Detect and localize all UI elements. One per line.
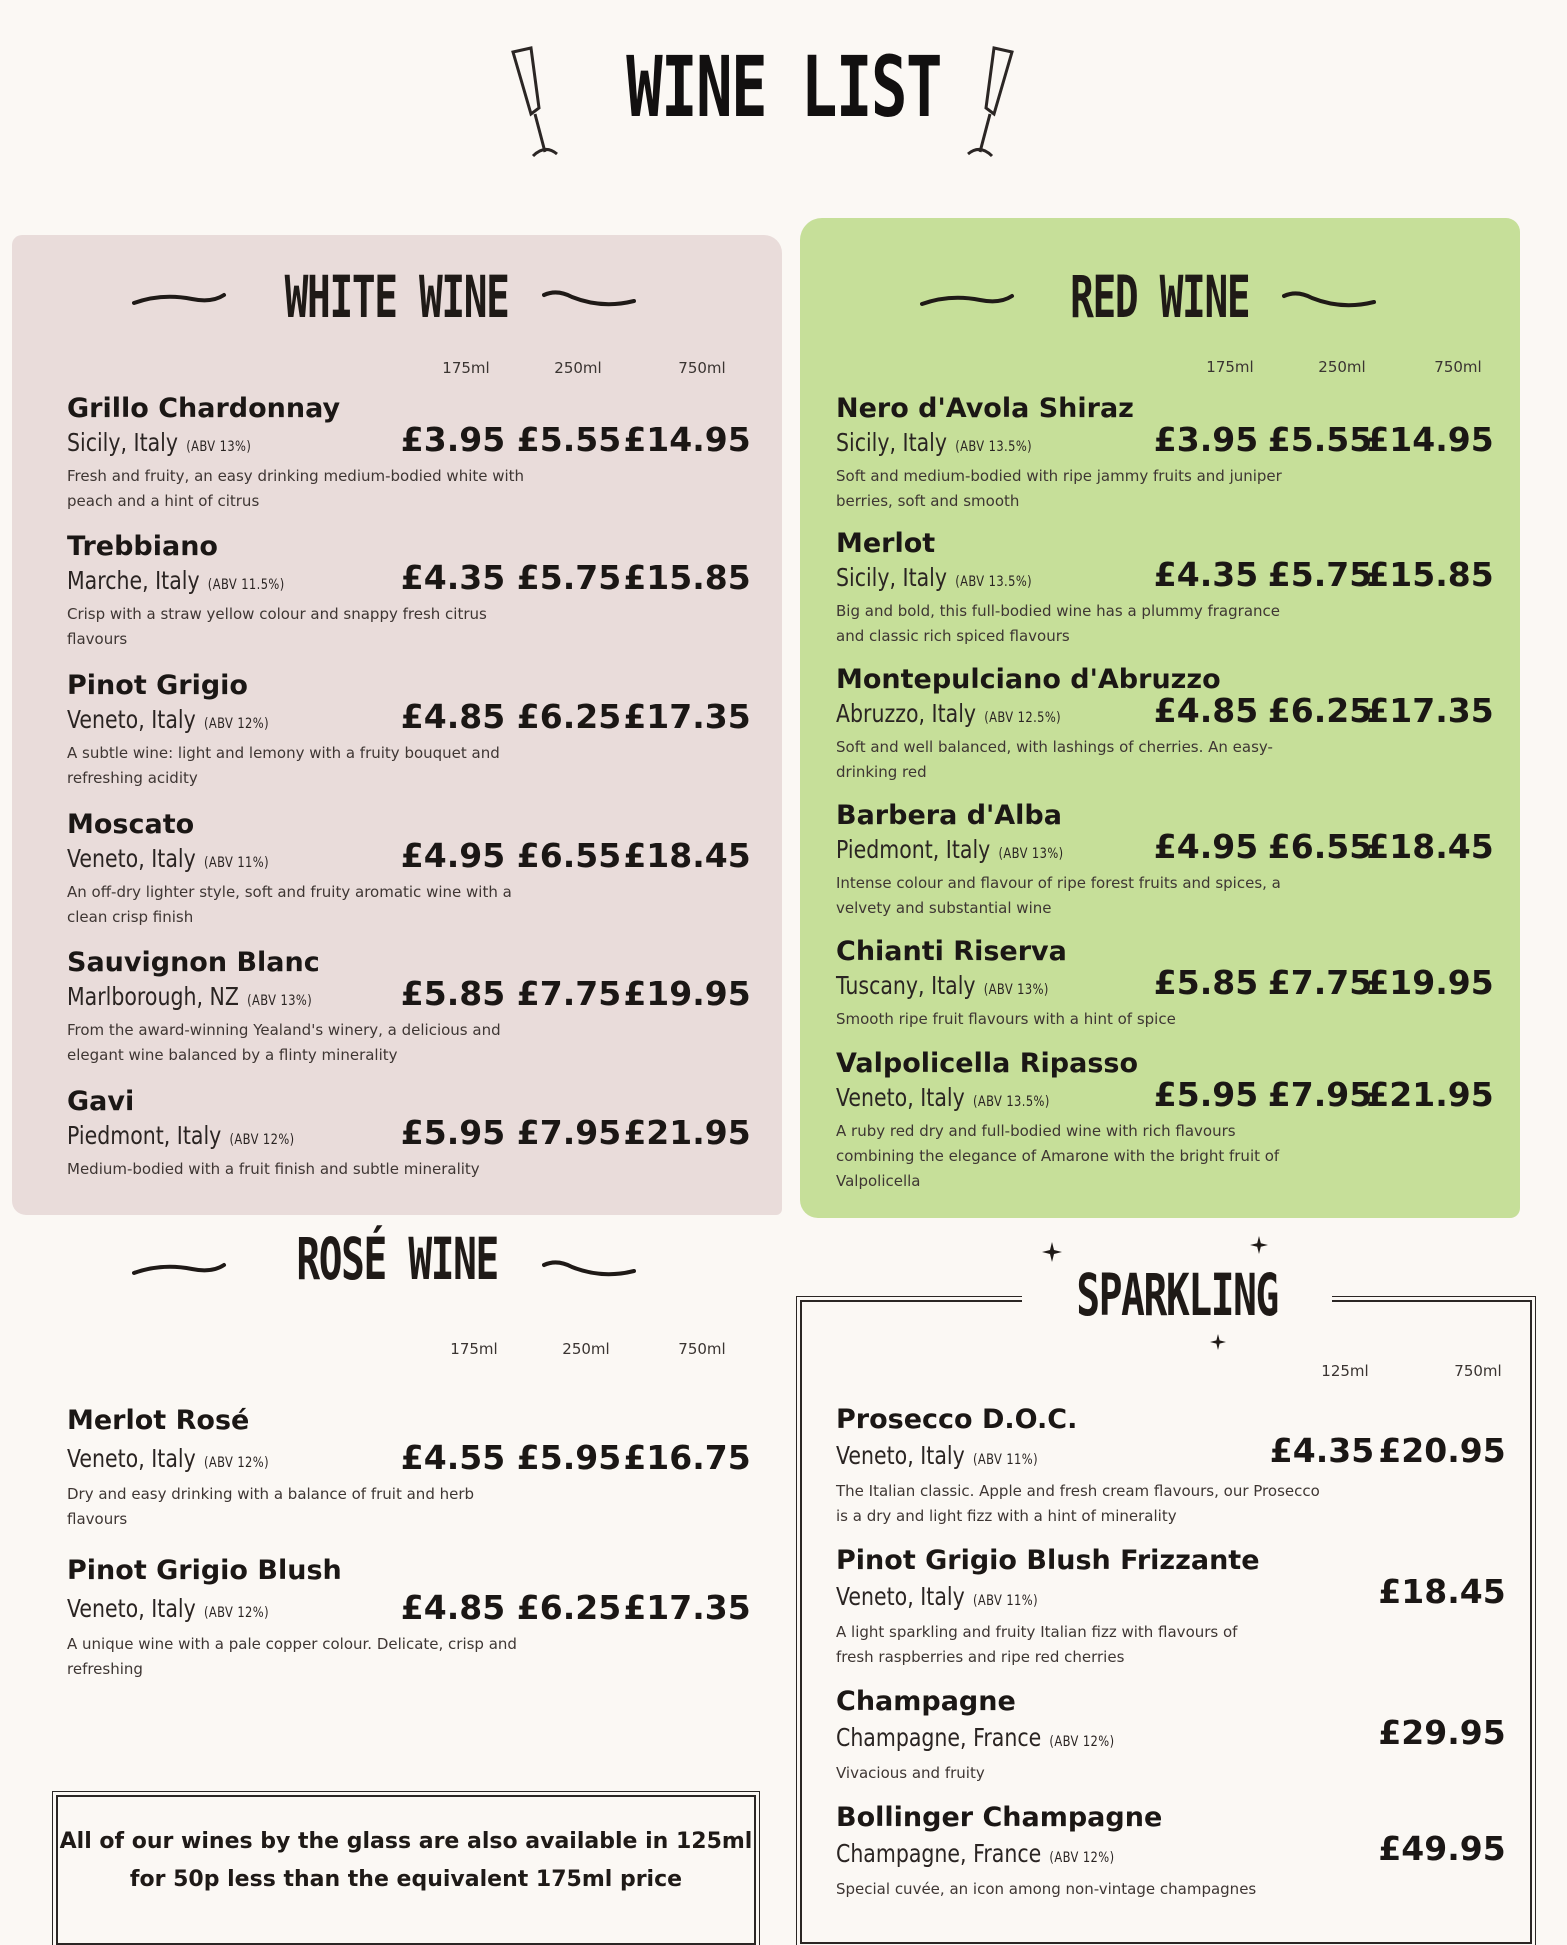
- wine-abv: (ABV 12%): [203, 716, 269, 732]
- price: £5.95: [1153, 1075, 1259, 1114]
- size-label: 750ml: [678, 1340, 726, 1358]
- wine-origin: Champagne, France (ABV 12%): [836, 1723, 1115, 1752]
- wine-name: Pinot Grigio Blush: [67, 1555, 342, 1586]
- wine-origin: Veneto, Italy (ABV 13.5%): [836, 1083, 1050, 1112]
- wine-abv: (ABV 13%): [998, 846, 1064, 862]
- wine-origin: Marlborough, NZ (ABV 13%): [67, 982, 313, 1011]
- swash-ornament-icon: [542, 1255, 637, 1281]
- red-wine-section: [800, 218, 1520, 1218]
- price: £14.95: [623, 420, 751, 459]
- price: £4.95: [1153, 827, 1259, 866]
- wine-item: [67, 1555, 767, 1682]
- champagne-glass-icon: [960, 44, 1020, 164]
- glass-size-note: [56, 1795, 756, 1945]
- wine-name: Prosecco D.O.C.: [836, 1404, 1078, 1435]
- wine-origin: Sicily, Italy (ABV 13.5%): [836, 428, 1033, 457]
- wine-abv: (ABV 12%): [229, 1132, 295, 1148]
- wine-item: [836, 936, 1536, 1032]
- swash-ornament-icon: [542, 285, 637, 311]
- price: £5.95: [516, 1438, 622, 1477]
- wine-description: Big and bold, this full-bodied wine has a plummy fragrance and classic rich spiced flavours: [836, 602, 1280, 645]
- wine-item: [836, 393, 1536, 514]
- swash-ornament-icon: [132, 285, 227, 311]
- wine-abv: (ABV 12%): [1049, 1734, 1115, 1750]
- wine-description: Smooth ripe fruit flavours with a hint of spice: [836, 1010, 1176, 1028]
- price: £7.75: [1267, 963, 1373, 1002]
- wine-abv: (ABV 13%): [247, 993, 313, 1009]
- price: £29.95: [1378, 1713, 1506, 1752]
- swash-ornament-icon: [132, 1255, 227, 1281]
- wine-name: Bollinger Champagne: [836, 1802, 1163, 1833]
- wine-item: [836, 664, 1536, 785]
- wine-name: Pinot Grigio Blush Frizzante: [836, 1545, 1260, 1576]
- champagne-glass-icon: [505, 44, 565, 164]
- wine-item: [836, 1802, 1536, 1902]
- price: £15.85: [623, 558, 751, 597]
- price: £4.35: [1153, 555, 1259, 594]
- wine-origin: Sicily, Italy (ABV 13%): [67, 428, 252, 457]
- wine-origin: Marche, Italy (ABV 11.5%): [67, 566, 285, 595]
- price: £6.25: [516, 697, 622, 736]
- wine-origin: Veneto, Italy (ABV 11%): [836, 1441, 1038, 1470]
- price: £14.95: [1366, 420, 1494, 459]
- price: £3.95: [1153, 420, 1259, 459]
- wine-item: [836, 1686, 1536, 1786]
- price: £5.75: [1267, 555, 1373, 594]
- price: £4.85: [400, 1588, 506, 1627]
- price: £4.55: [400, 1438, 506, 1477]
- sparkle-star-icon: [1042, 1242, 1062, 1262]
- price: £7.95: [1267, 1075, 1373, 1114]
- size-label: 250ml: [554, 359, 602, 377]
- wine-description: Medium-bodied with a fruit finish and subtle minerality: [67, 1160, 480, 1178]
- wine-abv: (ABV 13.5%): [955, 574, 1033, 590]
- wine-item: [67, 393, 767, 514]
- price: £4.35: [400, 558, 506, 597]
- wine-name: Valpolicella Ripasso: [836, 1048, 1139, 1079]
- price: £4.95: [400, 836, 506, 875]
- price: £17.35: [623, 697, 751, 736]
- wine-description: Intense colour and flavour of ripe forest fruits and spices, a velvety and substantial wine: [836, 874, 1281, 917]
- wine-origin: Veneto, Italy (ABV 12%): [67, 1444, 269, 1473]
- price: £5.85: [1153, 963, 1259, 1002]
- rose-wine-header: [12, 1225, 782, 1293]
- price: £6.55: [1267, 827, 1373, 866]
- wine-description: Soft and medium-bodied with ripe jammy fruits and juniper berries, soft and smooth: [836, 467, 1282, 510]
- price: £5.95: [400, 1113, 506, 1152]
- wine-description: Fresh and fruity, an easy drinking medium-bodied white with peach and a hint of citrus: [67, 467, 525, 510]
- price: £5.85: [400, 974, 506, 1013]
- price: £4.35: [1269, 1431, 1375, 1470]
- wine-name: Moscato: [67, 809, 195, 840]
- sparkle-star-icon: [1210, 1334, 1226, 1350]
- wine-item: [67, 1086, 767, 1182]
- wine-name: Merlot: [836, 528, 936, 559]
- wine-item: [836, 1545, 1536, 1670]
- page-title-block: [0, 38, 1567, 136]
- wine-name: Trebbiano: [67, 531, 218, 562]
- wine-item: [836, 1404, 1536, 1529]
- size-label: 175ml: [450, 1340, 498, 1358]
- price: £5.75: [516, 558, 622, 597]
- wine-name: Chianti Riserva: [836, 936, 1067, 967]
- wine-name: Montepulciano d'Abruzzo: [836, 664, 1221, 695]
- price: £21.95: [623, 1113, 751, 1152]
- sparkling-header: [1022, 1240, 1332, 1350]
- swash-ornament-icon: [1282, 286, 1377, 312]
- wine-origin: Veneto, Italy (ABV 11%): [67, 844, 269, 873]
- wine-description: A ruby red dry and full-bodied wine with rich flavours combining the elegance of Amarone with the bright fruit of Valpolicella: [836, 1122, 1280, 1190]
- red-wine-header: [800, 263, 1520, 331]
- size-label: 750ml: [1454, 1362, 1502, 1380]
- wine-item: [67, 947, 767, 1068]
- sparkling-wine-section: [800, 1261, 1532, 1944]
- wine-origin: Piedmont, Italy (ABV 12%): [67, 1121, 295, 1150]
- wine-item: [67, 531, 767, 652]
- price: £4.85: [1153, 691, 1259, 730]
- wine-abv: (ABV 13.5%): [972, 1094, 1050, 1110]
- wine-abv: (ABV 12%): [1049, 1850, 1115, 1866]
- wine-name: Gavi: [67, 1086, 135, 1117]
- price: £5.55: [516, 420, 622, 459]
- wine-name: Pinot Grigio: [67, 670, 248, 701]
- size-label: 250ml: [1318, 358, 1366, 376]
- size-label: 750ml: [678, 359, 726, 377]
- price: £18.45: [1366, 827, 1494, 866]
- wine-origin: Tuscany, Italy (ABV 13%): [836, 971, 1049, 1000]
- wine-description: Special cuvée, an icon among non-vintage champagnes: [836, 1880, 1257, 1898]
- size-label: 125ml: [1321, 1362, 1369, 1380]
- wine-abv: (ABV 13.5%): [955, 439, 1033, 455]
- note-line: for 50p less than the equivalent 175ml price: [129, 1867, 683, 1892]
- wine-origin: Champagne, France (ABV 12%): [836, 1839, 1115, 1868]
- price: £18.45: [623, 836, 751, 875]
- price: £6.25: [1267, 691, 1373, 730]
- price: £17.35: [623, 1588, 751, 1627]
- wine-origin: Veneto, Italy (ABV 12%): [67, 1594, 269, 1623]
- wine-abv: (ABV 12%): [203, 1605, 269, 1621]
- price: £17.35: [1366, 691, 1494, 730]
- section-title: WHITE WINE: [285, 263, 509, 331]
- wine-description: Soft and well balanced, with lashings of cherries. An easy-drinking red: [836, 738, 1273, 781]
- wine-item: [836, 1048, 1536, 1194]
- size-label: 250ml: [562, 1340, 610, 1358]
- wine-abv: (ABV 12.5%): [984, 710, 1062, 726]
- price: £20.95: [1378, 1431, 1506, 1470]
- price: £5.55: [1267, 420, 1373, 459]
- wine-description: A unique wine with a pale copper colour. Delicate, crisp and refreshing: [67, 1635, 517, 1678]
- swash-ornament-icon: [920, 286, 1015, 312]
- wine-abv: (ABV 11%): [972, 1593, 1038, 1609]
- wine-name: Nero d'Avola Shiraz: [836, 393, 1134, 424]
- rose-wine-section: [12, 1225, 782, 1785]
- wine-name: Barbera d'Alba: [836, 800, 1062, 831]
- sparkle-star-icon: [1250, 1236, 1268, 1254]
- price: £49.95: [1378, 1829, 1506, 1868]
- wine-name: Grillo Chardonnay: [67, 393, 341, 424]
- size-label: 175ml: [1206, 358, 1254, 376]
- wine-description: An off-dry lighter style, soft and fruity aromatic wine with a clean crisp finish: [67, 883, 512, 926]
- wine-description: A subtle wine: light and lemony with a fruity bouquet and refreshing acidity: [67, 744, 500, 787]
- white-wine-section: [12, 235, 782, 1215]
- wine-name: Champagne: [836, 1686, 1016, 1717]
- wine-name: Merlot Rosé: [67, 1405, 250, 1436]
- price: £15.85: [1366, 555, 1494, 594]
- page-title: WINE LIST: [626, 38, 941, 136]
- wine-abv: (ABV 12%): [203, 1455, 269, 1471]
- wine-description: Dry and easy drinking with a balance of fruit and herb flavours: [67, 1485, 475, 1528]
- wine-origin: Sicily, Italy (ABV 13.5%): [836, 563, 1033, 592]
- price: £7.95: [516, 1113, 622, 1152]
- price: £3.95: [400, 420, 506, 459]
- wine-item: [67, 1405, 767, 1532]
- wine-item: [67, 809, 767, 930]
- price: £16.75: [623, 1438, 751, 1477]
- wine-description: A light sparkling and fruity Italian fizz with flavours of fresh raspberries and ripe red cherries: [836, 1623, 1238, 1666]
- wine-abv: (ABV 11%): [972, 1452, 1038, 1468]
- price: £19.95: [1366, 963, 1494, 1002]
- wine-abv: (ABV 11.5%): [207, 577, 285, 593]
- wine-description: From the award-winning Yealand's winery, a delicious and elegant wine balanced by a flinty minerality: [67, 1021, 501, 1064]
- wine-origin: Veneto, Italy (ABV 12%): [67, 705, 269, 734]
- wine-item: [836, 800, 1536, 921]
- wine-origin: Piedmont, Italy (ABV 13%): [836, 835, 1064, 864]
- wine-origin: Veneto, Italy (ABV 11%): [836, 1582, 1038, 1611]
- price: £7.75: [516, 974, 622, 1013]
- price: £19.95: [623, 974, 751, 1013]
- price: £4.85: [400, 697, 506, 736]
- section-title: SPARKLING: [1076, 1261, 1278, 1329]
- wine-abv: (ABV 11%): [203, 855, 269, 871]
- size-label: 750ml: [1434, 358, 1482, 376]
- section-title: ROSÉ WINE: [296, 1225, 498, 1293]
- wine-abv: (ABV 13%): [186, 439, 252, 455]
- wine-abv: (ABV 13%): [983, 982, 1049, 998]
- section-title: RED WINE: [1070, 263, 1250, 331]
- wine-description: Crisp with a straw yellow colour and snappy fresh citrus flavours: [67, 605, 487, 648]
- note-line: All of our wines by the glass are also available in 125ml: [59, 1829, 753, 1854]
- price: £6.55: [516, 836, 622, 875]
- wine-name: Sauvignon Blanc: [67, 947, 320, 978]
- wine-item: [67, 670, 767, 791]
- wine-item: [836, 528, 1536, 649]
- white-wine-header: [12, 263, 782, 331]
- price: £18.45: [1378, 1572, 1506, 1611]
- price: £6.25: [516, 1588, 622, 1627]
- size-label: 175ml: [442, 359, 490, 377]
- wine-origin: Abruzzo, Italy (ABV 12.5%): [836, 699, 1062, 728]
- price: £21.95: [1366, 1075, 1494, 1114]
- wine-description: Vivacious and fruity: [836, 1764, 985, 1782]
- wine-description: The Italian classic. Apple and fresh cream flavours, our Prosecco is a dry and light fizz with a hint of minerality: [836, 1482, 1320, 1525]
